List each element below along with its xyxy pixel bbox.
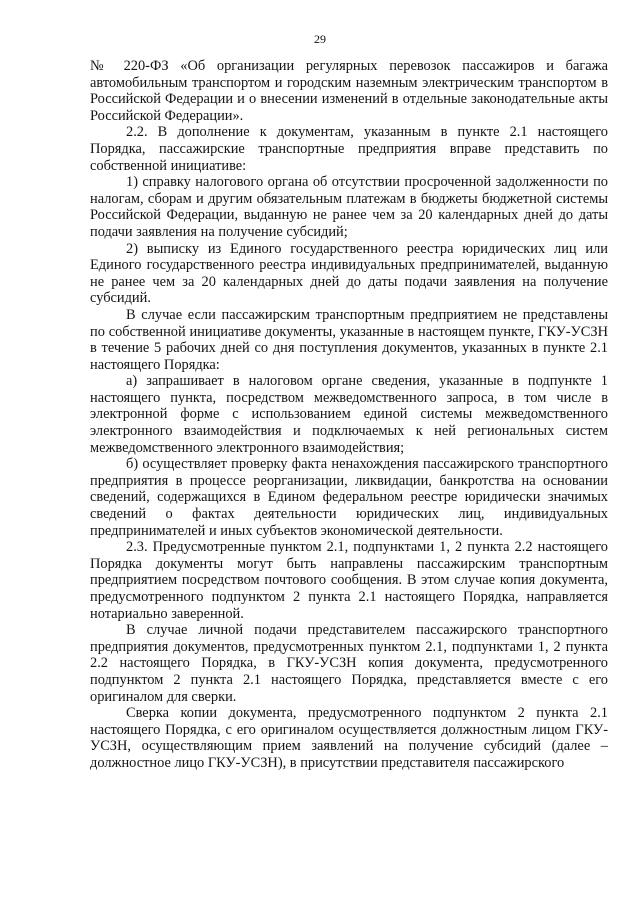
paragraph: 1) справку налогового органа об отсутствии просроченной задолженности по налогам, сборам и другим обязательным платежам в бюджеты бюджетной системы Российской Федерации, выданную не ранее чем за 20 календарных дней до даты подачи заявления на получение субсидий;	[90, 174, 608, 240]
paragraph: 2.2. В дополнение к документам, указанным в пункте 2.1 настоящего Порядка, пассажирские транспортные предприятия вправе представить по собственной инициативе:	[90, 124, 608, 174]
paragraph: В случае личной подачи представителем пассажирского транспортного предприятия документов, предусмотренных пунктом 2.1, подпунктами 1, 2 пункта 2.2 настоящего Порядка, в ГКУ-УСЗН копия документа, предусмотренного подпунктом 2 пункта 2.1 настоящего Порядка, представляется вместе с его оригиналом для сверки.	[90, 622, 608, 705]
paragraph: № 220-ФЗ «Об организации регулярных перевозок пассажиров и багажа автомобильным транспортом и городским наземным электрическим транспортом в Российской Федерации и о внесении изменений в отдельные законодательные акты Российской Федерации».	[90, 58, 608, 124]
paragraph: а) запрашивает в налоговом органе сведения, указанные в подпункте 1 настоящего пункта, посредством межведомственного запроса, в том числе в электронной форме с использованием единой системы межведомственного электронного взаимодействия и подключаемых к ней региональных систем межведомственного электронного взаимодействия;	[90, 373, 608, 456]
paragraph: 2.3. Предусмотренные пунктом 2.1, подпунктами 1, 2 пункта 2.2 настоящего Порядка документы могут быть направлены пассажирским транспортным предприятием посредством почтового сообщения. В этом случае копия документа, предусмотренного подпунктом 2 пункта 2.1 настоящего Порядка, направляется нотариально заверенной.	[90, 539, 608, 622]
paragraph: В случае если пассажирским транспортным предприятием не представлены по собственной инициативе документы, указанные в настоящем пункте, ГКУ-УСЗН в течение 5 рабочих дней со дня поступления документов, указанных в пункте 2.1 настоящего Порядка:	[90, 306, 608, 373]
paragraph: Сверка копии документа, предусмотренного подпунктом 2 пункта 2.1 настоящего Порядка, с его оригиналом осуществляется должностным лицом ГКУ-УСЗН, осуществляющим прием заявлений на получение субсидий (далее – должностное лицо ГКУ-УСЗН), в присутствии представителя пассажирского	[90, 705, 608, 771]
page-number: 29	[314, 32, 326, 46]
paragraph: б) осуществляет проверку факта ненахождения пассажирского транспортного предприятия в процессе реорганизации, ликвидации, банкротства на основании сведений, содержащихся в Едином федеральном реестре юридически значимых сведений о фактах деятельности юридических лиц, индивидуальных предпринимателей и иных субъектов экономической деятельности.	[90, 456, 608, 539]
document-body	[90, 58, 608, 772]
paragraph: 2) выписку из Единого государственного реестра юридических лиц или Единого государственного реестра индивидуальных предпринимателей, выданную не ранее чем за 20 календарных дней до даты подачи заявления на получение субсидий.	[90, 240, 608, 307]
